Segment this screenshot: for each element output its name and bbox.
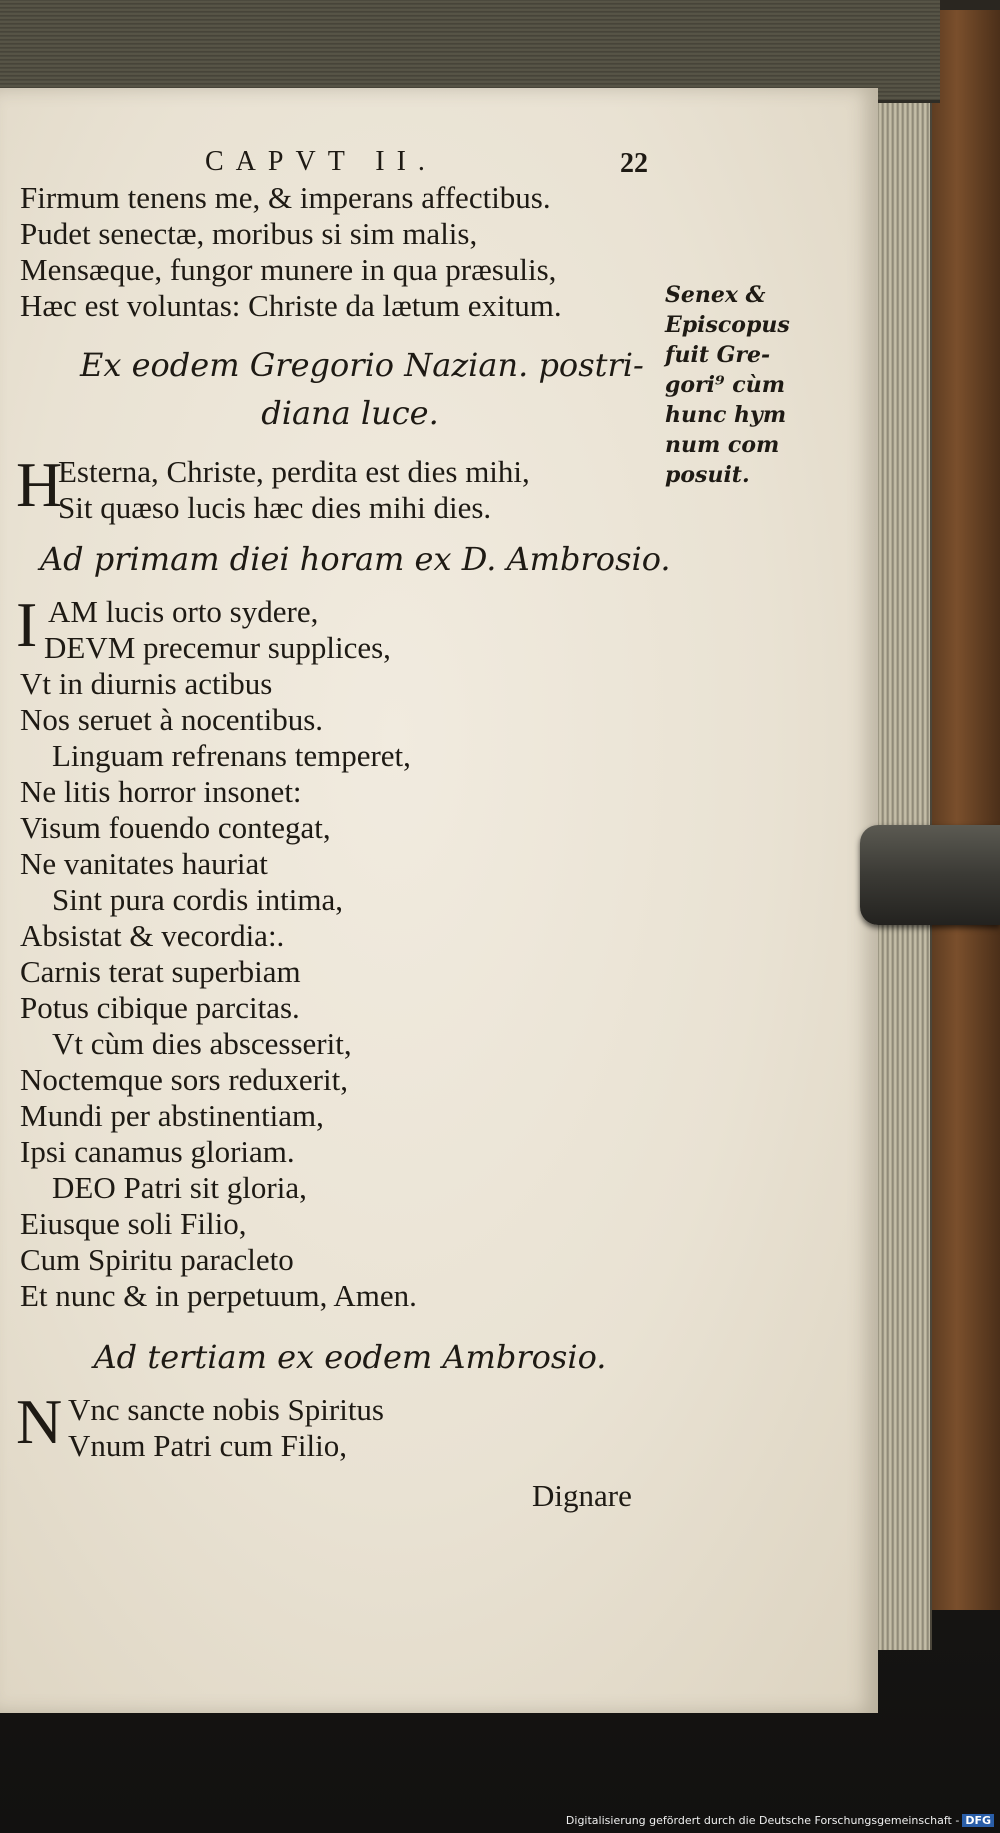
verse-line: Firmum tenens me, & imperans affectibus. (20, 180, 551, 215)
verse-line: Mensæque, fungor munere in qua præsulis, (20, 252, 557, 287)
verse-line: Hæc est voluntas: Christe da lætum exitum. (20, 288, 562, 323)
catchword: Dignare (532, 1478, 632, 1513)
digitization-credit (566, 1814, 994, 1827)
verse-line: Ne vanitates hauriat (20, 846, 268, 881)
verse-line: Ne litis horror insonet: (20, 774, 302, 809)
section-title: Ex eodem Gregorio Nazian. postri- (80, 346, 644, 384)
verse-line: Mundi per abstinentiam, (20, 1098, 324, 1133)
book-clasp (860, 825, 1000, 925)
verse-line: AM lucis orto sydere, (48, 594, 319, 629)
drop-cap: I (16, 589, 38, 660)
verse-line: Eiusque soli Filio, (20, 1206, 247, 1241)
verse-line: Et nunc & in perpetuum, Amen. (20, 1278, 417, 1313)
verse-line: Vt in diurnis actibus (20, 666, 273, 701)
verse-line: Potus cibique parcitas. (20, 990, 300, 1025)
verse-line: Vnc sancte nobis Spiritus (68, 1392, 384, 1427)
running-head: CAPVT II. (205, 146, 437, 177)
verse-line: Cum Spiritu paracleto (20, 1242, 294, 1277)
dfg-logo: DFG (962, 1814, 994, 1827)
verse-line: Sint pura cordis intima, (52, 882, 344, 917)
margin-note-line: Episcopus (665, 312, 790, 338)
verse-line: Noctemque sors reduxerit, (20, 1062, 348, 1097)
section-title: Ad tertiam ex eodem Ambrosio. (93, 1338, 607, 1376)
book-page (0, 88, 878, 1713)
section-title: Ad primam diei horam ex D. Ambrosio. (40, 540, 671, 578)
verse-line: DEVM precemur supplices, (44, 630, 391, 665)
margin-note-line: hunc hym (665, 402, 787, 428)
verse-line: Linguam refrenans temperet, (52, 738, 411, 773)
drop-cap: N (16, 1386, 63, 1457)
drop-cap: H (16, 449, 63, 520)
section-title: diana luce. (261, 394, 439, 432)
book-cover-edge (928, 10, 1000, 1610)
verse-line: Visum fouendo contegat, (20, 810, 331, 845)
page-number: 22 (620, 148, 648, 179)
verse-line: Ipsi canamus gloriam. (20, 1134, 295, 1169)
verse-line: Sit quæso lucis hæc dies mihi dies. (58, 490, 492, 525)
margin-note-line: num com (665, 432, 780, 458)
verse-line: Absistat & vecordia:. (20, 918, 285, 953)
verse-line: Nos seruet à nocentibus. (20, 702, 324, 737)
credit-text: Digitalisierung gefördert durch die Deutsche Forschungsgemeinschaft - (565, 1814, 960, 1827)
verse-line: Vnum Patri cum Filio, (68, 1428, 347, 1463)
margin-note-line: gori⁹ cùm (665, 372, 785, 398)
margin-note-line: fuit Gre- (665, 342, 771, 368)
verse-line: Vt cùm dies abscesserit, (52, 1026, 352, 1061)
verse-line: DEO Patri sit gloria, (52, 1170, 307, 1205)
verse-line: Esterna, Christe, perdita est dies mihi, (58, 454, 530, 489)
verse-line: Pudet senectæ, moribus si sim malis, (20, 216, 478, 251)
margin-note-line: Senex & (665, 282, 766, 308)
verse-line: Carnis terat superbiam (20, 954, 301, 989)
margin-note-line: posuit. (665, 462, 750, 488)
